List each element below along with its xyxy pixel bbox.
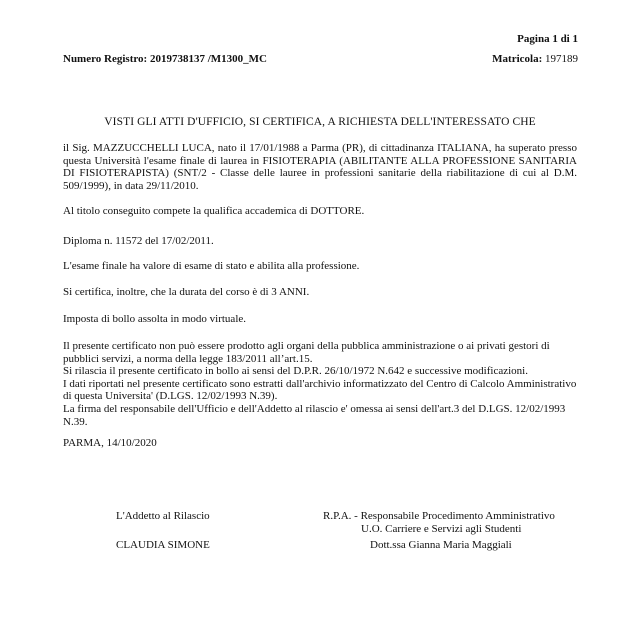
issuer-name: CLAUDIA SIMONE xyxy=(116,539,210,551)
legal-notes xyxy=(63,340,577,428)
rpa-office: U.O. Carriere e Servizi agli Studenti xyxy=(361,523,522,535)
registry-number: Numero Registro: 2019738137 /M1300_MC xyxy=(63,53,267,65)
matricola xyxy=(492,53,578,66)
qualifica-paragraph: Al titolo conseguito compete la qualifica accademica di DOTTORE. xyxy=(63,205,365,217)
legal-note-line: Il presente certificato non può essere prodotto agli organi della pubblica amministrazione o ai privati gestori di pubblici servizi, a norma della legge 183/2011 all’art.15. xyxy=(63,340,550,365)
page-number: Pagina 1 di 1 xyxy=(517,33,578,45)
diploma-paragraph: Diploma n. 11572 del 17/02/2011. xyxy=(63,235,214,247)
rpa-name: Dott.ssa Gianna Maria Maggiali xyxy=(370,539,512,551)
matricola-value: 197189 xyxy=(542,53,578,65)
legal-note-line: La firma del responsabile dell'Ufficio e dell'Addetto al rilascio e' omessa ai sensi dell'art.3 del D.LGS. 12/02/1993 N.39. xyxy=(63,402,566,428)
esame-paragraph: L'esame finale ha valore di esame di stato e abilita alla professione. xyxy=(63,260,360,272)
issuer-role: L'Addetto al Rilascio xyxy=(116,510,210,522)
main-paragraph: il Sig. MAZZUCCHELLI LUCA, nato il 17/01/1988 a Parma (PR), di cittadinanza ITALIANA, ha superato presso questa Università l'esame finale di laurea in FISIOTERAPIA (ABILITANTE ALLA PROFESSIONE SANITARIA DI FISIOTERAPISTA) (SNT/2 - Classe delle lauree in professioni sanitarie della riabilitazione di cui al D.M. 509/1999), in data 29/11/2010. xyxy=(63,142,577,192)
place-date: PARMA, 14/10/2020 xyxy=(63,437,157,449)
legal-note-line: Si rilascia il presente certificato in bollo ai sensi del D.P.R. 26/10/1972 N.642 e successive modificazioni. xyxy=(63,365,528,378)
matricola-label: Matricola: xyxy=(492,53,543,65)
bollo-paragraph: Imposta di bollo assolta in modo virtuale. xyxy=(63,313,247,325)
certificate-heading: VISTI GLI ATTI D'UFFICIO, SI CERTIFICA, A RICHIESTA DELL'INTERESSATO CHE xyxy=(104,116,536,128)
durata-paragraph: Si certifica, inoltre, che la durata del corso è di 3 ANNI. xyxy=(63,286,310,298)
legal-note-line: I dati riportati nel presente certificato sono estratti dall'archivio informatizzato del Centro di Calcolo Amministrativo di questa Universita' (D.LGS. 12/02/1993 N.39). xyxy=(63,377,577,403)
rpa-role: R.P.A. - Responsabile Procedimento Amministrativo xyxy=(323,510,555,522)
